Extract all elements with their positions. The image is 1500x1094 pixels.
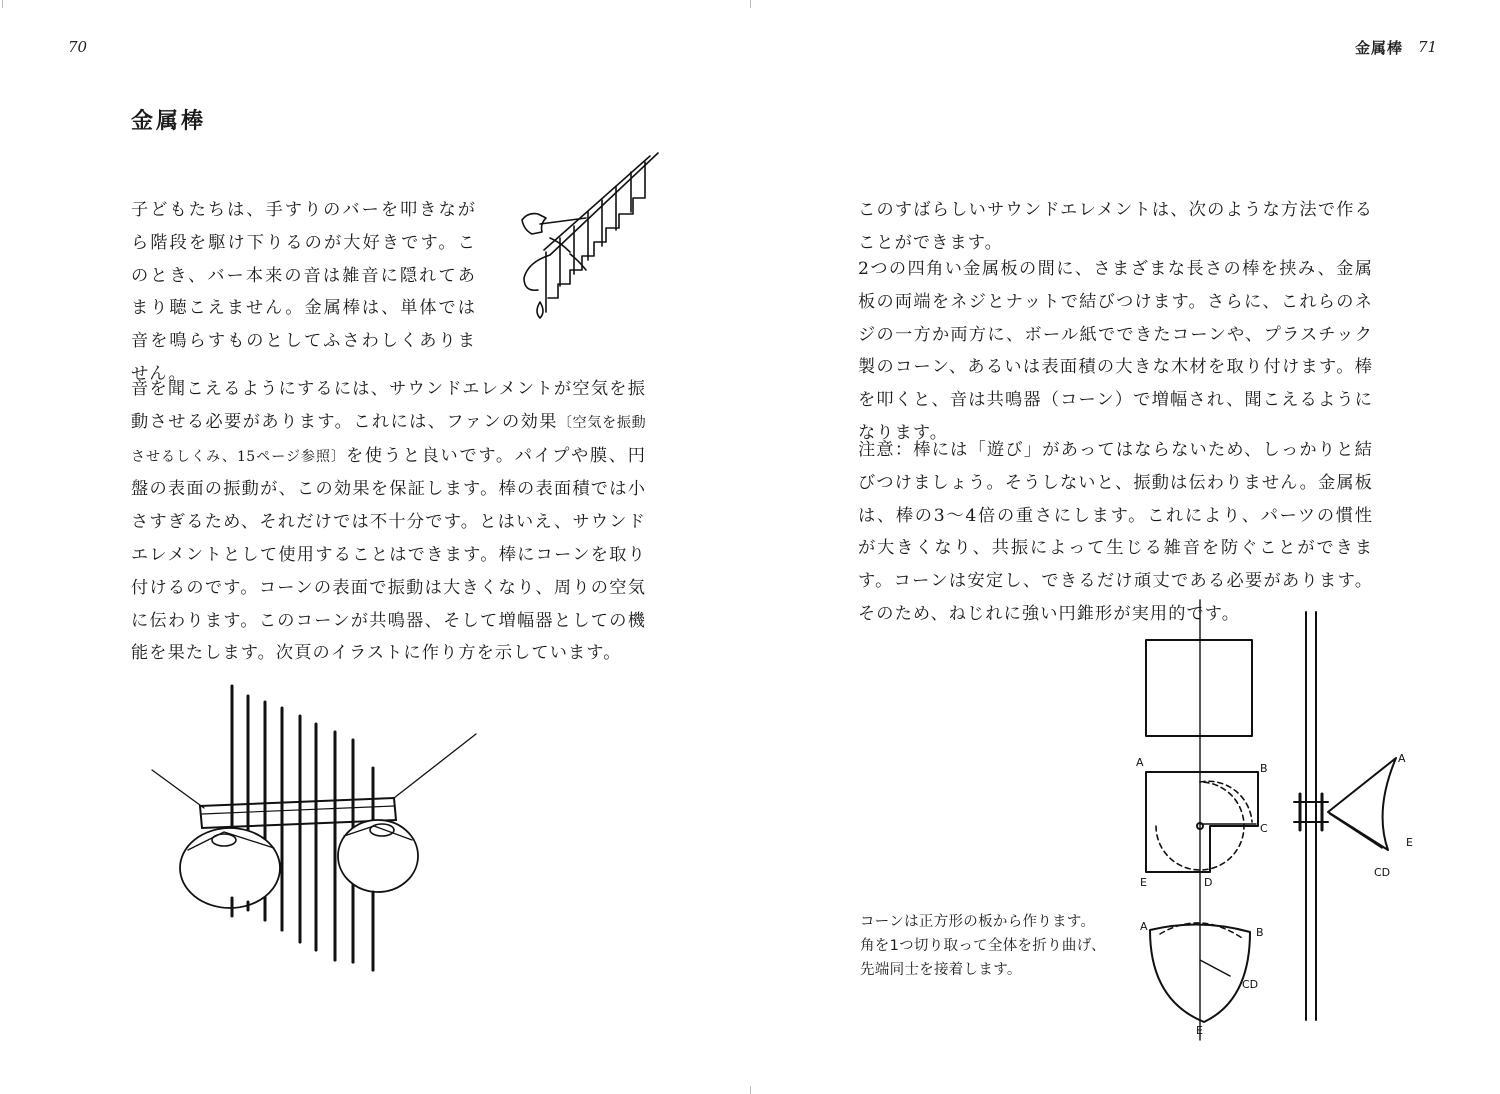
cone-construction-diagram bbox=[1130, 600, 1430, 1040]
label-d: D bbox=[1204, 876, 1213, 889]
crop-mark-bottom-center bbox=[750, 1086, 751, 1094]
right-paragraph-3: 注意：棒には「遊び」があってはならないため、しっかりと結びつけましょう。そうしないと、振動は伝わりません。金属板は、棒の3〜4倍の重さにします。これにより、パーツの慣性が大きくなり、共振によって生じる雑音を防ぐことができます。コーンは安定し、できるだけ頑丈である必要があります。そのため、ねじれに強い円錐形が実用的です。 bbox=[858, 440, 1373, 624]
right-paragraph-2: 2つの四角い金属板の間に、さまざまな長さの棒を挟み、金属板の両端をネジとナットで結びつけます。さらに、これらのネジの一方か両方に、ボール紙でできたコーンや、プラスチック製のコーン、あるいは表面積の大きな木材を取り付けます。棒を叩くと、音は共鳴器（コーン）で増幅され、聞こえるようになります。 bbox=[858, 259, 1373, 443]
label-a: A bbox=[1136, 756, 1144, 769]
label-e-folded: E bbox=[1196, 1024, 1203, 1037]
label-a-side: A bbox=[1398, 752, 1406, 765]
paragraph-2-text-b: を使うと良いです。パイプや膜、円盤の表面の振動が、この効果を保証します。棒の表面積では小さすぎるため、それだけでは不十分です。とはいえ、サウンドエレメントとして使用することはできます。棒にコーンを取り付けるのです。コーンの表面で振動は大きくなり、周りの空気に伝わります。このコーンが共鳴器、そして増幅器としての機能を果たします。次頁のイラストに作り方を示しています。 bbox=[131, 445, 647, 664]
right-folio: 71 bbox=[1418, 38, 1438, 56]
running-head: 金属棒 bbox=[1355, 39, 1404, 57]
crop-mark-top-left bbox=[2, 0, 3, 8]
label-a-folded: A bbox=[1140, 920, 1148, 933]
left-paragraph-1: 子どもたちは、手すりのバーを叩きながら階段を駆け下りるのが大好きです。このとき、バー本来の音は雑音に隠れてあまり聴こえません。金属棒は、単体では音を鳴らすものとしてふさわしくありません。 bbox=[131, 200, 476, 384]
crop-mark-top-center bbox=[750, 0, 751, 8]
metal-bars-illustration bbox=[148, 680, 488, 980]
label-b: B bbox=[1260, 762, 1268, 775]
label-cd-side: CD bbox=[1374, 866, 1391, 879]
label-c: C bbox=[1260, 822, 1268, 835]
left-paragraph-2 bbox=[131, 373, 646, 670]
label-cd-folded: CD bbox=[1242, 978, 1259, 991]
page-title: 金属棒 bbox=[131, 109, 207, 134]
label-e-side: E bbox=[1406, 836, 1413, 849]
label-e: E bbox=[1140, 876, 1147, 889]
paragraph-2-text-a: 音を聞こえるようにするには、サウンドエレメントが空気を振動させる必要があります。これには、ファンの効果 bbox=[131, 379, 646, 432]
staircase-illustration bbox=[510, 150, 670, 335]
left-folio: 70 bbox=[68, 38, 88, 56]
label-b-folded: B bbox=[1256, 926, 1264, 939]
paragraph-2-reference-note: 〔空気を振動させるしくみ、15ページ参照〕 bbox=[131, 414, 646, 465]
figure-caption: コーンは正方形の板から作ります。角を1つ切り取って全体を折り曲げ、先端同士を接着します。 bbox=[860, 914, 1106, 978]
right-paragraph-1: このすばらしいサウンドエレメントは、次のような方法で作ることができます。 bbox=[858, 200, 1373, 253]
